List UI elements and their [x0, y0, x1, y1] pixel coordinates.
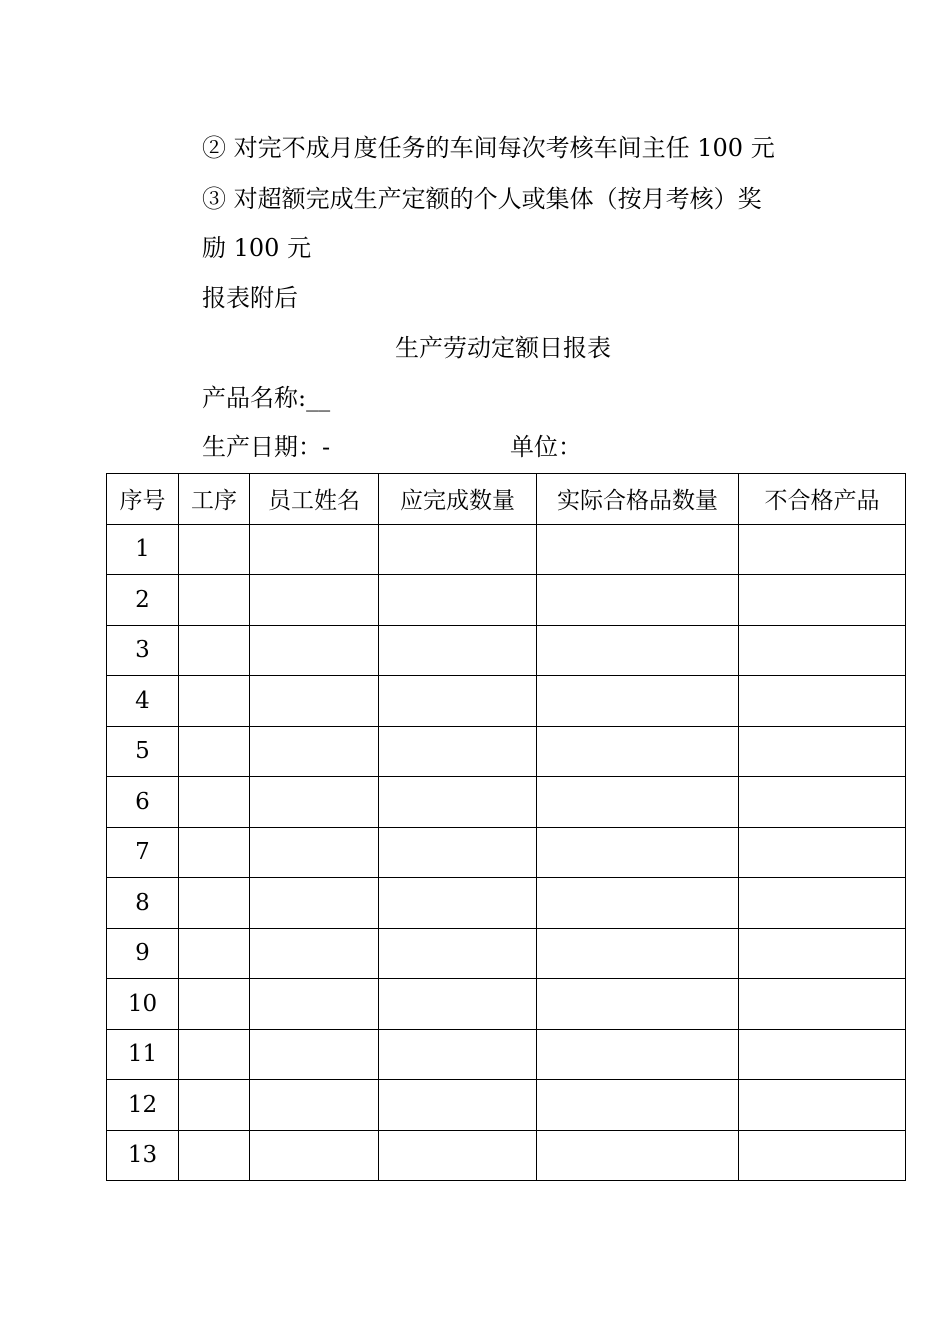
daily-quota-report-table — [106, 473, 906, 1181]
cell-defective-products[interactable] — [739, 1130, 906, 1181]
cell-target-quantity[interactable] — [379, 625, 537, 676]
table-row — [107, 726, 906, 777]
cell-employee-name[interactable] — [250, 928, 379, 979]
cell-process[interactable] — [179, 878, 250, 929]
cell-target-quantity[interactable] — [379, 524, 537, 575]
table-header-row — [107, 474, 906, 525]
cell-employee-name[interactable] — [250, 979, 379, 1030]
production-date-label: 生产日期：- — [202, 433, 331, 461]
cell-process[interactable] — [179, 777, 250, 828]
cell-serial-number: 8 — [107, 878, 179, 929]
cell-serial-number: 5 — [107, 726, 179, 777]
cell-process[interactable] — [179, 524, 250, 575]
table-body — [107, 524, 906, 1181]
table-row — [107, 827, 906, 878]
column-header-employee-name: 员工姓名 — [250, 474, 379, 525]
cell-target-quantity[interactable] — [379, 878, 537, 929]
cell-defective-products[interactable] — [739, 524, 906, 575]
cell-defective-products[interactable] — [739, 777, 906, 828]
cell-process[interactable] — [179, 726, 250, 777]
cell-actual-qualified-quantity[interactable] — [537, 1130, 739, 1181]
report-title: 生产劳动定额日报表 — [395, 334, 611, 362]
cell-process[interactable] — [179, 979, 250, 1030]
cell-process[interactable] — [179, 928, 250, 979]
cell-actual-qualified-quantity[interactable] — [537, 625, 739, 676]
attachment-note: 报表附后 — [202, 284, 298, 312]
cell-serial-number: 10 — [107, 979, 179, 1030]
cell-serial-number: 4 — [107, 676, 179, 727]
table-row — [107, 928, 906, 979]
cell-actual-qualified-quantity[interactable] — [537, 575, 739, 626]
table-row — [107, 1029, 906, 1080]
cell-actual-qualified-quantity[interactable] — [537, 979, 739, 1030]
cell-employee-name[interactable] — [250, 878, 379, 929]
cell-actual-qualified-quantity[interactable] — [537, 726, 739, 777]
table-row — [107, 1130, 906, 1181]
cell-employee-name[interactable] — [250, 524, 379, 575]
cell-actual-qualified-quantity[interactable] — [537, 524, 739, 575]
cell-employee-name[interactable] — [250, 1080, 379, 1131]
table-row — [107, 1080, 906, 1131]
paragraph-item-3-line-1: ③ 对超额完成生产定额的个人或集体（按月考核）奖 — [202, 185, 762, 213]
cell-defective-products[interactable] — [739, 827, 906, 878]
cell-employee-name[interactable] — [250, 625, 379, 676]
column-header-serial: 序号 — [107, 474, 179, 525]
product-name-label: 产品名称:__ — [202, 384, 331, 412]
cell-actual-qualified-quantity[interactable] — [537, 676, 739, 727]
cell-defective-products[interactable] — [739, 676, 906, 727]
cell-target-quantity[interactable] — [379, 575, 537, 626]
cell-actual-qualified-quantity[interactable] — [537, 777, 739, 828]
cell-serial-number: 11 — [107, 1029, 179, 1080]
cell-defective-products[interactable] — [739, 625, 906, 676]
cell-process[interactable] — [179, 676, 250, 727]
paragraph-item-2: ② 对完不成月度任务的车间每次考核车间主任 100 元 — [202, 134, 775, 162]
cell-defective-products[interactable] — [739, 928, 906, 979]
cell-actual-qualified-quantity[interactable] — [537, 1080, 739, 1131]
cell-target-quantity[interactable] — [379, 928, 537, 979]
cell-target-quantity[interactable] — [379, 1130, 537, 1181]
column-header-defective-products: 不合格产品 — [739, 474, 906, 525]
table-row — [107, 524, 906, 575]
cell-employee-name[interactable] — [250, 676, 379, 727]
cell-employee-name[interactable] — [250, 1130, 379, 1181]
cell-actual-qualified-quantity[interactable] — [537, 928, 739, 979]
unit-label: 单位： — [510, 433, 582, 461]
cell-serial-number: 1 — [107, 524, 179, 575]
table-row — [107, 575, 906, 626]
cell-process[interactable] — [179, 1080, 250, 1131]
cell-serial-number: 12 — [107, 1080, 179, 1131]
cell-defective-products[interactable] — [739, 979, 906, 1030]
cell-serial-number: 7 — [107, 827, 179, 878]
cell-process[interactable] — [179, 575, 250, 626]
column-header-target-quantity: 应完成数量 — [379, 474, 537, 525]
cell-target-quantity[interactable] — [379, 827, 537, 878]
cell-target-quantity[interactable] — [379, 1080, 537, 1131]
cell-process[interactable] — [179, 1130, 250, 1181]
cell-defective-products[interactable] — [739, 878, 906, 929]
cell-target-quantity[interactable] — [379, 676, 537, 727]
cell-serial-number: 6 — [107, 777, 179, 828]
cell-process[interactable] — [179, 625, 250, 676]
column-header-actual-qualified-quantity: 实际合格品数量 — [537, 474, 739, 525]
cell-employee-name[interactable] — [250, 827, 379, 878]
table-row — [107, 979, 906, 1030]
cell-serial-number: 2 — [107, 575, 179, 626]
cell-employee-name[interactable] — [250, 1029, 379, 1080]
cell-actual-qualified-quantity[interactable] — [537, 1029, 739, 1080]
cell-defective-products[interactable] — [739, 1029, 906, 1080]
cell-process[interactable] — [179, 1029, 250, 1080]
cell-serial-number: 3 — [107, 625, 179, 676]
table-row — [107, 625, 906, 676]
cell-target-quantity[interactable] — [379, 726, 537, 777]
paragraph-item-3-line-2: 励 100 元 — [202, 234, 312, 262]
cell-employee-name[interactable] — [250, 777, 379, 828]
cell-employee-name[interactable] — [250, 726, 379, 777]
table-row — [107, 777, 906, 828]
cell-defective-products[interactable] — [739, 575, 906, 626]
cell-target-quantity[interactable] — [379, 777, 537, 828]
cell-defective-products[interactable] — [739, 1080, 906, 1131]
table-row — [107, 676, 906, 727]
cell-defective-products[interactable] — [739, 726, 906, 777]
cell-actual-qualified-quantity[interactable] — [537, 827, 739, 878]
cell-target-quantity[interactable] — [379, 1029, 537, 1080]
table-row — [107, 878, 906, 929]
cell-employee-name[interactable] — [250, 575, 379, 626]
cell-serial-number: 9 — [107, 928, 179, 979]
cell-target-quantity[interactable] — [379, 979, 537, 1030]
cell-serial-number: 13 — [107, 1130, 179, 1181]
cell-process[interactable] — [179, 827, 250, 878]
cell-actual-qualified-quantity[interactable] — [537, 878, 739, 929]
column-header-process: 工序 — [179, 474, 250, 525]
